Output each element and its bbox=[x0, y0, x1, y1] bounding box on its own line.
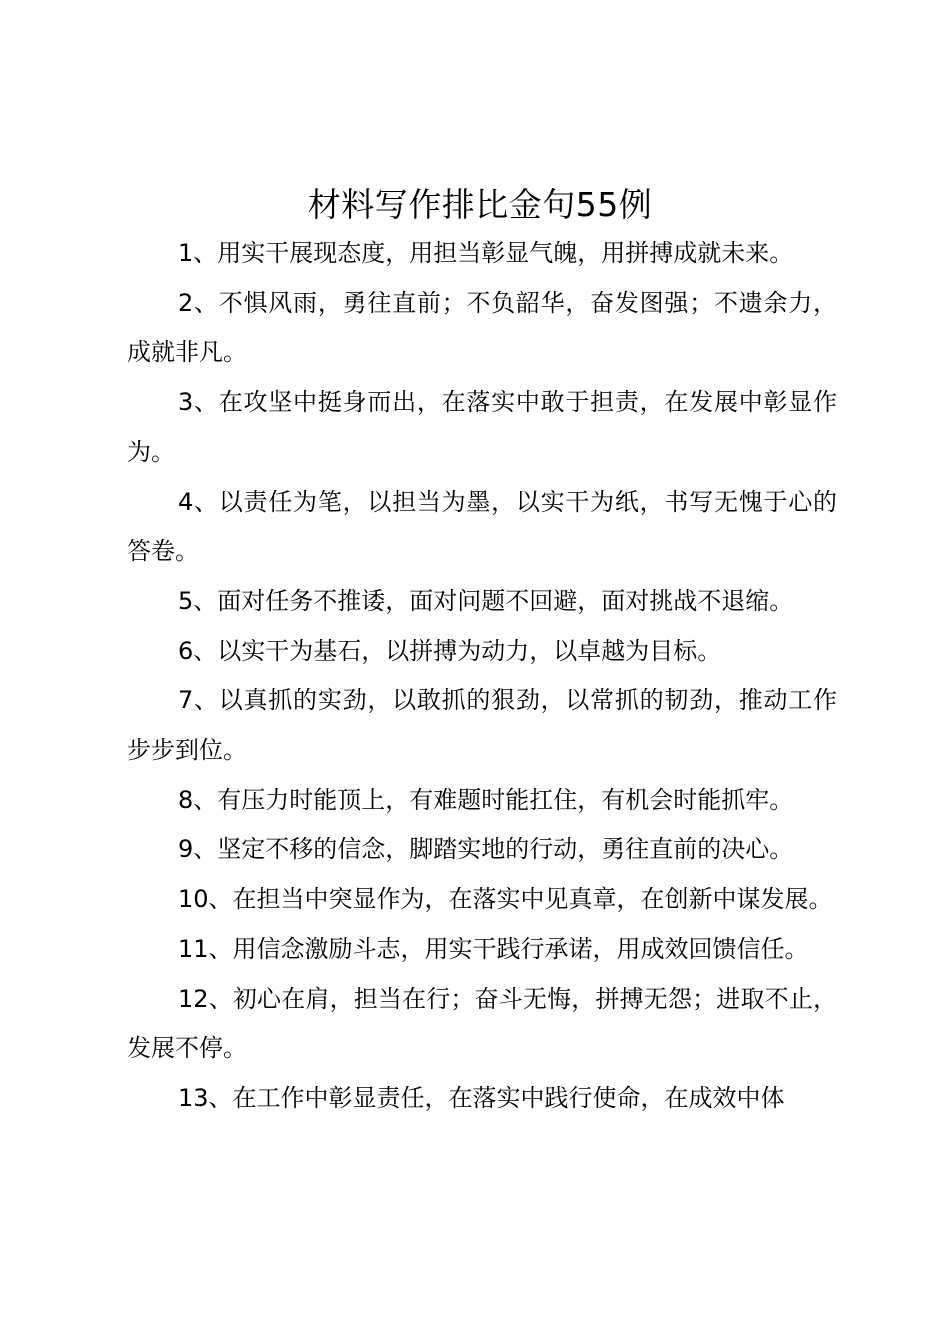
paragraph: 1、用实干展现态度，用担当彰显气魄，用拼搏成就未来。 bbox=[178, 239, 794, 267]
paragraph: 12、初心在肩，担当在行；奋斗无悔，拼搏无怨；进取不止，发展不停。 bbox=[127, 984, 837, 1063]
paragraph: 5、面对任务不推诿，面对问题不回避，面对挑战不退缩。 bbox=[178, 586, 794, 615]
document-title: 材料写作排比金句55例 bbox=[307, 185, 653, 224]
paragraph: 8、有压力时能顶上，有难题时能扛住，有机会时能抓牢。 bbox=[178, 785, 794, 814]
paragraph: 2、不惧风雨，勇往直前；不负韶华，奋发图强；不遗余力，成就非凡。 bbox=[127, 288, 837, 367]
paragraph: 11、用信念激励斗志，用实干践行承诺，用成效回馈信任。 bbox=[178, 934, 809, 963]
paragraph: 10、在担当中突显作为，在落实中见真章，在创新中谋发展。 bbox=[178, 885, 833, 914]
paragraph: 6、以实干为基石，以拼搏为动力，以卓越为目标。 bbox=[178, 636, 722, 665]
paragraph: 13、在工作中彰显责任，在落实中践行使命，在成效中体 bbox=[178, 1083, 785, 1112]
paragraph: 3、在攻坚中挺身而出，在落实中敢于担责，在发展中彰显作为。 bbox=[127, 388, 837, 466]
paragraph: 9、坚定不移的信念，脚踏实地的行动，勇往直前的决心。 bbox=[178, 835, 794, 864]
document-body bbox=[127, 229, 837, 1124]
paragraph: 4、以责任为笔，以担当为墨，以实干为纸，书写无愧于心的答卷。 bbox=[127, 487, 837, 566]
paragraph: 7、以真抓的实劲，以敢抓的狠劲，以常抓的韧劲，推动工作步步到位。 bbox=[127, 686, 837, 765]
